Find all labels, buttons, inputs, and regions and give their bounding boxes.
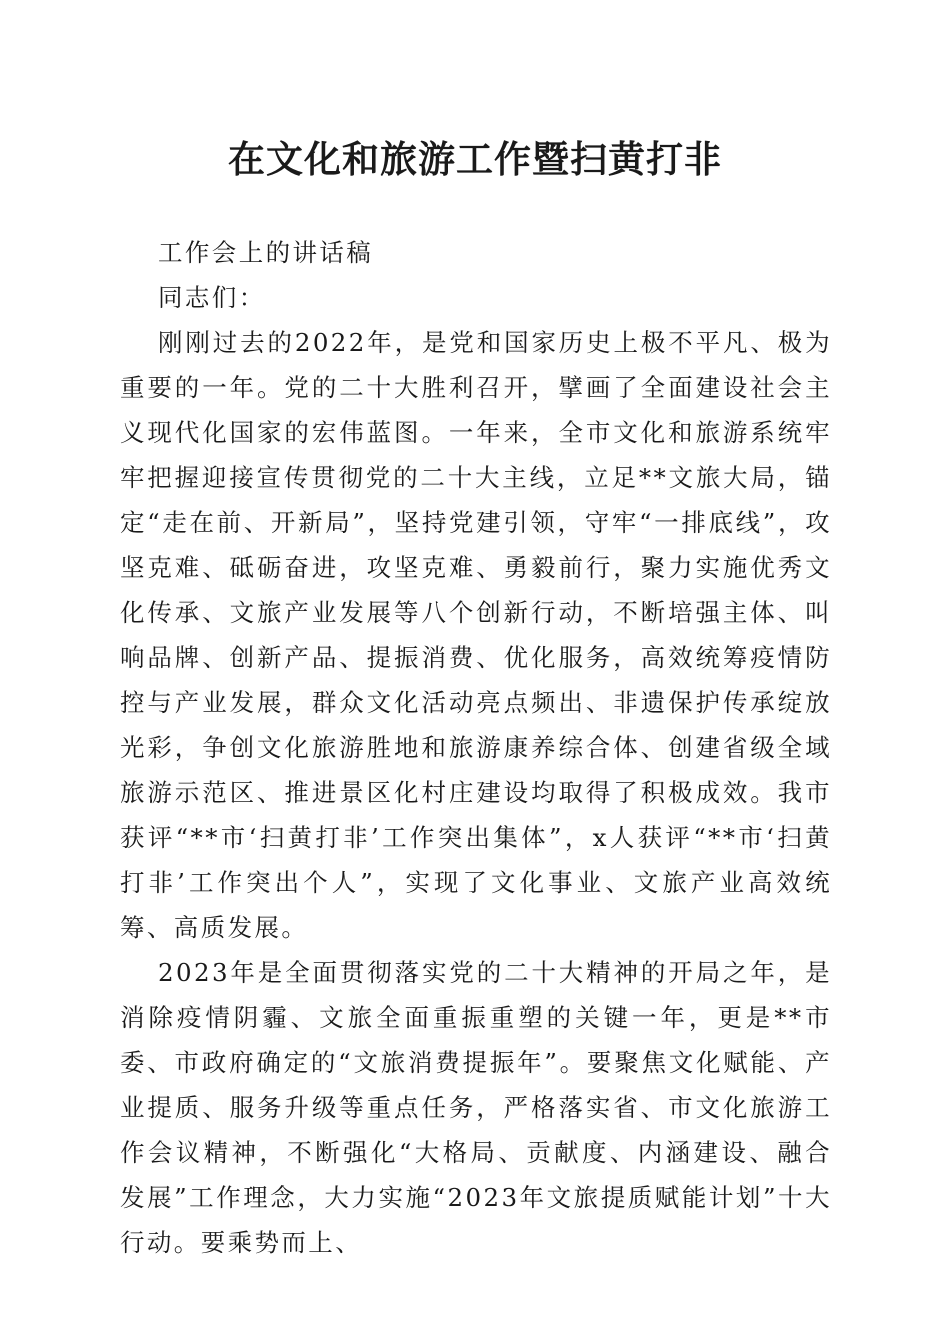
document-subtitle: 工作会上的讲话稿: [158, 238, 374, 267]
document-body: [120, 230, 832, 1265]
paragraph: 刚刚过去的2022年，是党和国家历史上极不平凡、极为重要的一年。党的二十大胜利召开，擘画了全面建设社会主义现代化国家的宏伟蓝图。一年来，全市文化和旅游系统牢牢把握迎接宣传贯彻党的二十大主线，立足**文旅大局，锚定“走在前、开新局”，坚持党建引领，守牢“一排底线”，攻坚克难、砥砺奋进，攻坚克难、勇毅前行，聚力实施优秀文化传承、文旅产业发展等八个创新行动，不断培强主体、叫响品牌、创新产品、提振消费、优化服务，高效统筹疫情防控与产业发展，群众文化活动亮点频出、非遗保护传承绽放光彩，争创文化旅游胜地和旅游康养综合体、创建省级全域旅游示范区、推进景区化村庄建设均取得了积极成效。我市获评“**市‘扫黄打非’工作突出集体”，x人获评“**市‘扫黄打非’工作突出个人”，实现了文化事业、文旅产业高效统筹、高质发展。: [120, 328, 832, 942]
salutation: 同志们：: [158, 283, 266, 312]
document-title: 在文化和旅游工作暨扫黄打非: [228, 137, 722, 181]
paragraph: 2023年是全面贯彻落实党的二十大精神的开局之年，是消除疫情阴霾、文旅全面重振重塑的关键一年，更是**市委、市政府确定的“文旅消费提振年”。要聚焦文化赋能、产业提质、服务升级等重点任务，严格落实省、市文化旅游工作会议精神，不断强化“大格局、贡献度、内涵建设、融合发展”工作理念，大力实施“2023年文旅提质赋能计划”十大行动。要乘势而上、: [120, 958, 832, 1257]
